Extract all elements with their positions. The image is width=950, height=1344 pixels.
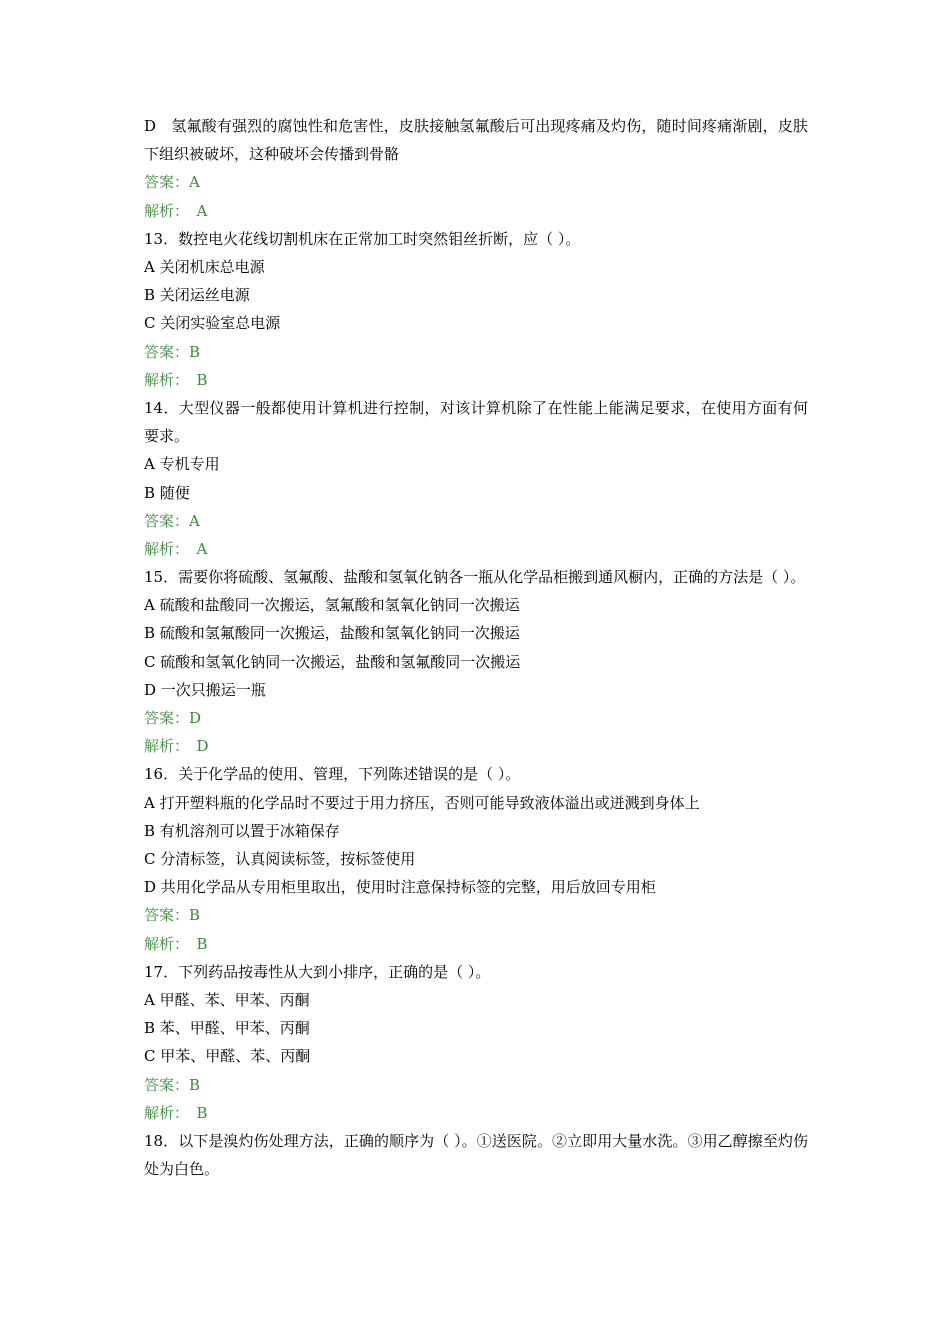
answer-line: 答案：B	[144, 906, 201, 925]
answer-line: 答案：A	[144, 173, 200, 192]
option-c: C 分清标签，认真阅读标签，按标签使用	[144, 849, 416, 868]
option-a: A 关闭机床总电源	[144, 257, 265, 276]
option-a: A 打开塑料瓶的化学品时不要过于用力挤压，否则可能导致液体溢出或迸溅到身体上	[144, 793, 700, 812]
option-b: B 苯、甲醛、甲苯、丙酮	[144, 1019, 310, 1038]
question-17: 17．下列药品按毒性从大到小排序，正确的是（ ）。	[144, 962, 491, 981]
answer-line: 答案：B	[144, 342, 201, 361]
question-13: 13．数控电火花线切割机床在正常加工时突然钼丝折断，应（ ）。	[144, 229, 581, 248]
option-a: A 甲醛、苯、甲苯、丙酮	[144, 990, 310, 1009]
option-b: B 有机溶剂可以置于冰箱保存	[144, 821, 340, 840]
option-d-text: D 氢氟酸有强烈的腐蚀性和危害性，皮肤接触氢氟酸后可出现疼痛及灼伤，随时间疼痛渐剧，皮肤下组织被破坏，这种破坏会传播到骨骼	[144, 117, 808, 164]
answer-line: 答案：B	[144, 1075, 201, 1094]
question-15: 15．需要你将硫酸、氢氟酸、盐酸和氢氧化钠各一瓶从化学品柜搬到通风橱内，正确的方法是（ ）。	[144, 568, 806, 587]
option-b: B 关闭运丝电源	[144, 286, 250, 305]
option-c: C 甲苯、甲醛、苯、丙酮	[144, 1047, 311, 1066]
option-d: D 共用化学品从专用柜里取出，使用时注意保持标签的完整，用后放回专用柜	[144, 878, 656, 897]
option-c: C 关闭实验室总电源	[144, 314, 281, 333]
explanation-line: 解析： B	[144, 934, 208, 953]
question-14: 14．大型仪器一般都使用计算机进行控制，对该计算机除了在性能上能满足要求，在使用方面有何要求。	[144, 398, 808, 446]
explanation-line: 解析： A	[144, 201, 208, 220]
explanation-line: 解析： B	[144, 1103, 208, 1122]
explanation-line: 解析： D	[144, 737, 209, 756]
answer-line: 答案：A	[144, 511, 200, 530]
question-18: 18．以下是溴灼伤处理方法，正确的顺序为（ ）。①送医院。②立即用大量水洗。③用乙醇擦至灼伤处为白色。	[144, 1131, 808, 1179]
answer-line: 答案：D	[144, 709, 202, 728]
option-d: D 一次只搬运一瓶	[144, 680, 266, 699]
question-list	[144, 112, 808, 1183]
option-a: A 硫酸和盐酸同一次搬运，氢氟酸和氢氧化钠同一次搬运	[144, 596, 520, 615]
explanation-line: 解析： B	[144, 370, 208, 389]
option-b: B 硫酸和氢氟酸同一次搬运，盐酸和氢氧化钠同一次搬运	[144, 624, 520, 643]
option-c: C 硫酸和氢氧化钠同一次搬运，盐酸和氢氟酸同一次搬运	[144, 652, 521, 671]
option-a: A 专机专用	[144, 455, 220, 474]
explanation-line: 解析： A	[144, 539, 208, 558]
question-16: 16．关于化学品的使用、管理，下列陈述错误的是（ ）。	[144, 765, 521, 784]
option-b: B 随便	[144, 483, 190, 502]
